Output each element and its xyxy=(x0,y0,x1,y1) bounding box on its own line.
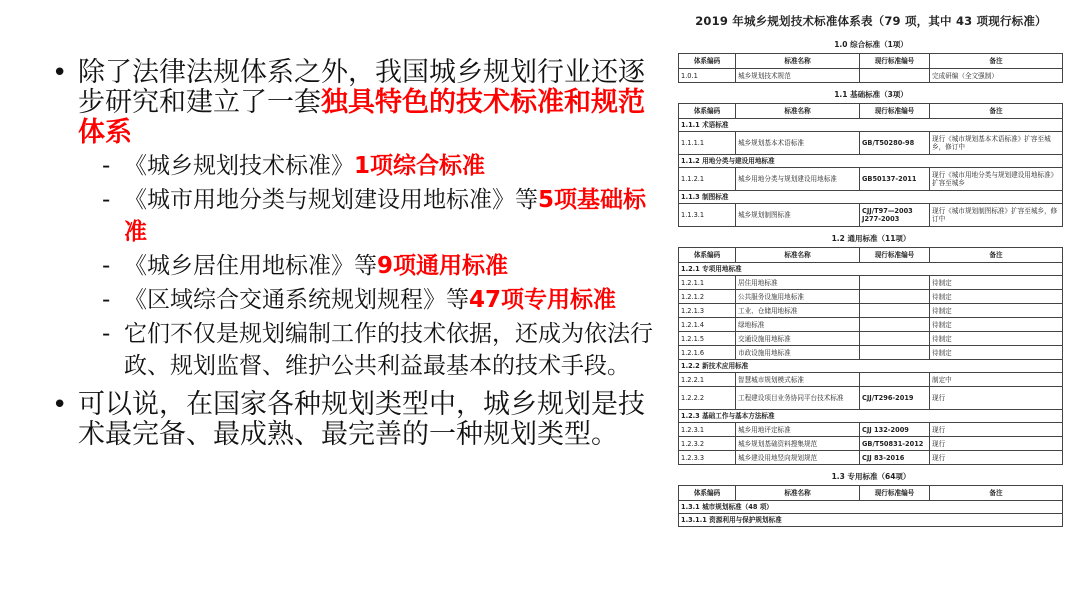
sub-bullet-item xyxy=(102,318,667,382)
sub-text-plain: 它们不仅是规划编制工作的技术依据，还成为依法行政、规划监督、维护公共利益最基本的技术手段。 xyxy=(124,321,653,379)
column-header: 标准名称 xyxy=(736,486,860,501)
column-header: 体系编码 xyxy=(679,486,736,501)
bullet-dot: • xyxy=(52,390,68,420)
sub-bullet-dash: - xyxy=(102,187,111,213)
column-header: 备注 xyxy=(930,104,1063,119)
name-cell: 城乡用地分类与规划建设用地标准 xyxy=(736,168,860,191)
section-title: 1.1 基础标准（3项） xyxy=(834,90,908,99)
sub-text-highlight: 1项综合标准 xyxy=(354,153,486,179)
table-group-row xyxy=(679,191,1063,204)
table-header-row xyxy=(679,54,1063,69)
table-row xyxy=(679,451,1063,465)
code-cell: 1.2.2.2 xyxy=(679,387,736,410)
sub-bullet-item xyxy=(102,250,667,282)
document-title: 2019 年城乡规划技术标准体系表（79 项，其中 43 项现行标准） xyxy=(695,14,1047,28)
column-header: 现行标准编号 xyxy=(860,248,930,263)
name-cell: 工业、仓储用地标准 xyxy=(736,304,860,318)
table-header-row xyxy=(679,486,1063,501)
note-cell: 待制定 xyxy=(930,304,1063,318)
sub-text-highlight: 47项专用标准 xyxy=(469,287,617,313)
sub-bullet-dash: - xyxy=(102,321,111,347)
table-row xyxy=(679,276,1063,290)
standard-number-cell: GB50137-2011 xyxy=(860,168,930,191)
column-header: 现行标准编号 xyxy=(860,54,930,69)
sub-bullet-item xyxy=(102,184,667,248)
name-cell: 智慧城市规划模式标准 xyxy=(736,373,860,387)
group-label: 1.2.3 基础工作与基本方法标准 xyxy=(679,410,1063,423)
code-cell: 1.2.2.1 xyxy=(679,373,736,387)
sub-bullet-text xyxy=(124,284,616,316)
table-header-row xyxy=(679,104,1063,119)
table-group-row xyxy=(679,501,1063,514)
standards-table xyxy=(678,53,1063,83)
column-header: 现行标准编号 xyxy=(860,104,930,119)
standards-table xyxy=(678,485,1063,527)
code-cell: 1.2.1.3 xyxy=(679,304,736,318)
section-title: 1.3 专用标准（64项） xyxy=(831,472,911,481)
standard-number-cell: CJJ 132-2009 xyxy=(860,423,930,437)
group-label: 1.3.1.1 资源利用与保护规划标准 xyxy=(679,514,1063,527)
note-cell: 待制定 xyxy=(930,346,1063,360)
standards-table xyxy=(678,103,1063,227)
standard-number-cell xyxy=(860,373,930,387)
column-header: 标准名称 xyxy=(736,248,860,263)
table-group-row xyxy=(679,155,1063,168)
name-cell: 城乡建设用地竖向规划规范 xyxy=(736,451,860,465)
column-header: 标准名称 xyxy=(736,54,860,69)
note-cell: 完成研编（全文强制） xyxy=(930,69,1063,83)
bullet-item xyxy=(52,390,667,450)
note-cell: 待制定 xyxy=(930,276,1063,290)
code-cell: 1.2.1.2 xyxy=(679,290,736,304)
code-cell: 1.2.3.1 xyxy=(679,423,736,437)
sub-bullet-item xyxy=(102,150,667,182)
group-label: 1.2.2 新技术应用标准 xyxy=(679,360,1063,373)
sub-bullet-dash: - xyxy=(102,287,111,313)
standard-number-cell xyxy=(860,304,930,318)
sub-text-highlight: 5项基础标准 xyxy=(124,187,647,245)
code-cell: 1.1.2.1 xyxy=(679,168,736,191)
table-row xyxy=(679,423,1063,437)
name-cell: 市政设施用地标准 xyxy=(736,346,860,360)
bullet-item xyxy=(52,58,667,148)
standard-number-cell xyxy=(860,318,930,332)
code-cell: 1.2.1.4 xyxy=(679,318,736,332)
column-header: 备注 xyxy=(930,248,1063,263)
table-row xyxy=(679,437,1063,451)
note-cell: 现行 xyxy=(930,423,1063,437)
group-label: 1.1.1 术语标准 xyxy=(679,119,1063,132)
sub-bullet-text xyxy=(124,318,667,382)
column-header: 备注 xyxy=(930,486,1063,501)
sub-text-highlight: 9项通用标准 xyxy=(377,253,509,279)
column-header: 现行标准编号 xyxy=(860,486,930,501)
slide-text-column xyxy=(52,58,667,450)
table-row xyxy=(679,204,1063,227)
column-header: 体系编码 xyxy=(679,248,736,263)
sub-bullet-dash: - xyxy=(102,253,111,279)
note-cell: 现行 xyxy=(930,387,1063,410)
name-cell: 居住用地标准 xyxy=(736,276,860,290)
note-cell: 现行《城市用地分类与规划建设用地标准》扩容至城乡 xyxy=(930,168,1063,191)
note-cell: 现行 xyxy=(930,437,1063,451)
sub-bullet-list xyxy=(102,150,667,382)
sub-bullet-text xyxy=(124,184,667,248)
note-cell: 现行 xyxy=(930,451,1063,465)
sub-text-plain: 《区域综合交通系统规划规程》等 xyxy=(124,287,469,313)
table-row xyxy=(679,69,1063,83)
name-cell: 工程建设项目业务协同平台技术标准 xyxy=(736,387,860,410)
table-row xyxy=(679,290,1063,304)
code-cell: 1.2.3.3 xyxy=(679,451,736,465)
table-row xyxy=(679,332,1063,346)
group-label: 1.1.3 制图标准 xyxy=(679,191,1063,204)
bullet-text-plain: 除了法律法规体系之外，我国城乡规划行业还逐步研究和建立了一套 xyxy=(78,57,645,118)
note-cell: 现行《城市规划制图标准》扩容至城乡，修订中 xyxy=(930,204,1063,227)
code-cell: 1.0.1 xyxy=(679,69,736,83)
standard-number-cell: CJJ 83-2016 xyxy=(860,451,930,465)
column-header: 备注 xyxy=(930,54,1063,69)
table-group-row xyxy=(679,410,1063,423)
note-cell: 待制定 xyxy=(930,290,1063,304)
note-cell: 待制定 xyxy=(930,318,1063,332)
table-group-row xyxy=(679,263,1063,276)
sub-bullet-text xyxy=(124,250,508,282)
document-sections xyxy=(676,39,1066,527)
table-row xyxy=(679,168,1063,191)
group-label: 1.3.1 城市规划标准（48 项） xyxy=(679,501,1063,514)
standard-number-cell xyxy=(860,332,930,346)
table-group-row xyxy=(679,119,1063,132)
name-cell: 城乡规划制图标准 xyxy=(736,204,860,227)
name-cell: 城乡规划基本术语标准 xyxy=(736,132,860,155)
sub-bullet-item xyxy=(102,284,667,316)
code-cell: 1.2.3.2 xyxy=(679,437,736,451)
standards-table xyxy=(678,247,1063,465)
table-row xyxy=(679,318,1063,332)
column-header: 体系编码 xyxy=(679,54,736,69)
sub-bullet-text xyxy=(124,150,485,182)
bullet-text xyxy=(78,58,667,148)
name-cell: 城乡用地评定标准 xyxy=(736,423,860,437)
table-row xyxy=(679,373,1063,387)
note-cell: 制定中 xyxy=(930,373,1063,387)
group-label: 1.2.1 专项用地标准 xyxy=(679,263,1063,276)
table-group-row xyxy=(679,360,1063,373)
code-cell: 1.2.1.1 xyxy=(679,276,736,290)
bullet-text: 可以说，在国家各种规划类型中，城乡规划是技术最完备、最成熟、最完善的一种规划类型。 xyxy=(78,389,645,450)
name-cell: 绿地标准 xyxy=(736,318,860,332)
standard-number-cell xyxy=(860,69,930,83)
name-cell: 交通设施用地标准 xyxy=(736,332,860,346)
section-title: 1.2 通用标准（11项） xyxy=(831,234,911,243)
code-cell: 1.2.1.6 xyxy=(679,346,736,360)
table-header-row xyxy=(679,248,1063,263)
standards-document-image xyxy=(676,10,1066,527)
table-row xyxy=(679,132,1063,155)
sub-bullet-dash: - xyxy=(102,153,111,179)
table-row xyxy=(679,304,1063,318)
code-cell: 1.1.1.1 xyxy=(679,132,736,155)
column-header: 标准名称 xyxy=(736,104,860,119)
column-header: 体系编码 xyxy=(679,104,736,119)
table-group-row xyxy=(679,514,1063,527)
sub-text-plain: 《城市用地分类与规划建设用地标准》等 xyxy=(124,187,538,213)
name-cell: 城乡规划基础资料搜集规范 xyxy=(736,437,860,451)
bullet-dot: • xyxy=(52,58,68,88)
section-title: 1.0 综合标准（1项） xyxy=(834,40,908,49)
bullet-text-highlight: 独具特色的技术标准和规范体系 xyxy=(78,87,645,148)
code-cell: 1.1.3.1 xyxy=(679,204,736,227)
standard-number-cell xyxy=(860,276,930,290)
standard-number-cell: CJJ/T97—2003 J277-2003 xyxy=(860,204,930,227)
table-row xyxy=(679,346,1063,360)
table-row xyxy=(679,387,1063,410)
standard-number-cell xyxy=(860,290,930,304)
name-cell: 公共服务设施用地标准 xyxy=(736,290,860,304)
sub-text-plain: 《城乡居住用地标准》等 xyxy=(124,253,377,279)
name-cell: 城乡规划技术规范 xyxy=(736,69,860,83)
standard-number-cell: GB/T50831-2012 xyxy=(860,437,930,451)
group-label: 1.1.2 用地分类与建设用地标准 xyxy=(679,155,1063,168)
note-cell: 待制定 xyxy=(930,332,1063,346)
standard-number-cell: CJJ/T296-2019 xyxy=(860,387,930,410)
sub-text-plain: 《城乡规划技术标准》 xyxy=(124,153,354,179)
code-cell: 1.2.1.5 xyxy=(679,332,736,346)
standard-number-cell: GB/T50280-98 xyxy=(860,132,930,155)
note-cell: 现行《城市规划基本术语标准》扩容至城乡，修订中 xyxy=(930,132,1063,155)
standard-number-cell xyxy=(860,346,930,360)
